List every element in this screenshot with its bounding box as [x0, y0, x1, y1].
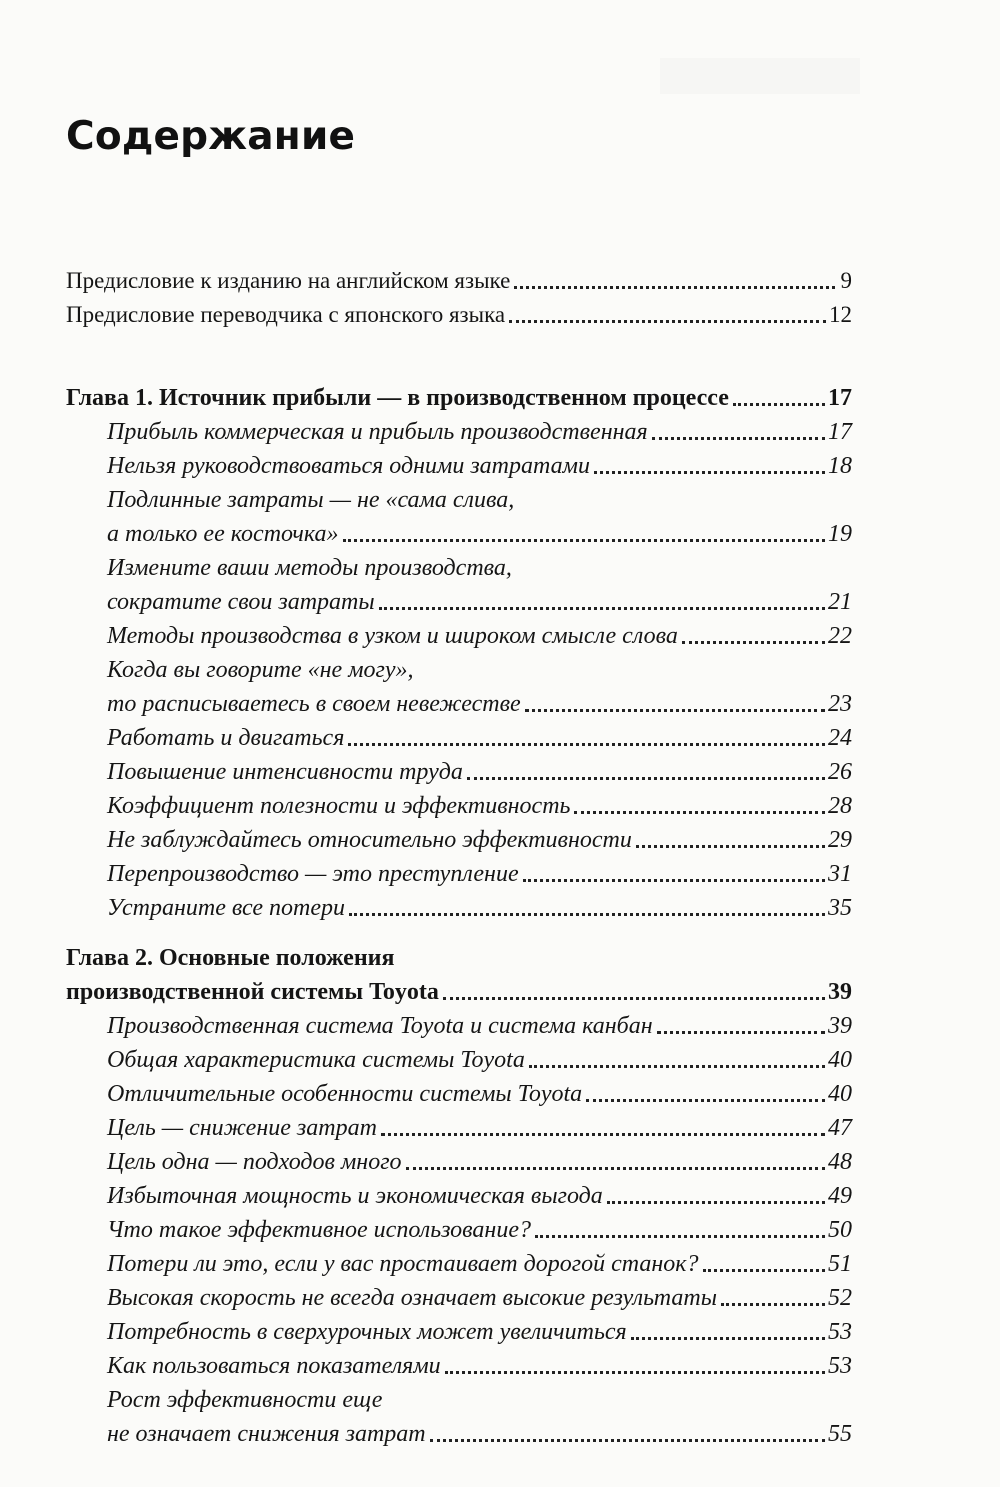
toc-section — [66, 619, 852, 653]
chapter-title: Глава 2. Основные положения — [66, 945, 395, 971]
dot-leader — [348, 740, 825, 746]
section-title: Производственная система Toyota и система канбан — [107, 1013, 653, 1039]
toc-section — [66, 1315, 852, 1349]
toc-page-number: 53 — [828, 1353, 852, 1379]
dot-leader — [703, 1266, 825, 1272]
toc-page-number: 9 — [840, 268, 852, 293]
toc-page-number: 40 — [828, 1047, 852, 1073]
section-title: Повышение интенсивности труда — [107, 759, 463, 785]
toc-section-line — [66, 551, 852, 585]
toc-section — [66, 823, 852, 857]
toc-page-number: 28 — [828, 793, 852, 819]
toc-page-number: 18 — [828, 453, 852, 479]
dot-leader — [607, 1198, 825, 1204]
section-title: Что такое эффективное использование? — [107, 1217, 531, 1243]
toc-page-number: 23 — [828, 691, 852, 717]
section-title-continued: сократите свои затраты — [107, 589, 375, 615]
dot-leader — [430, 1436, 825, 1442]
toc-section-line — [66, 653, 852, 687]
toc-section — [66, 1417, 852, 1451]
section-title-continued: а только ее косточка» — [107, 521, 339, 547]
toc-page-number: 39 — [828, 1013, 852, 1039]
dot-leader — [349, 910, 825, 916]
chapter-title: Глава 1. Источник прибыли — в производственном процессе — [66, 385, 729, 411]
section-title: Потребность в сверхурочных может увеличиться — [107, 1319, 627, 1345]
toc-page-number: 48 — [828, 1149, 852, 1175]
section-title: Когда вы говорите «не могу», — [107, 657, 414, 683]
toc-page-number: 52 — [828, 1285, 852, 1311]
section-title: Рост эффективности еще — [107, 1387, 383, 1413]
dot-leader — [509, 317, 826, 323]
dot-leader — [721, 1300, 825, 1306]
toc-page-number: 17 — [828, 419, 852, 445]
section-title: Потери ли это, если у вас простаивает дорогой станок? — [107, 1251, 699, 1277]
toc-page-number: 26 — [828, 759, 852, 785]
toc-section — [66, 517, 852, 551]
section-title: Как пользоваться показателями — [107, 1353, 441, 1379]
toc-section — [66, 857, 852, 891]
section-title-continued: не означает снижения затрат — [107, 1421, 426, 1447]
dot-leader — [406, 1164, 825, 1170]
section-title: Перепроизводство — это преступление — [107, 861, 519, 887]
section-title: Общая характеристика системы Toyota — [107, 1047, 525, 1073]
table-of-contents — [66, 264, 852, 1451]
toc-page-number: 29 — [828, 827, 852, 853]
section-title: Цель — снижение затрат — [107, 1115, 377, 1141]
dot-leader — [514, 283, 835, 289]
toc-section — [66, 1111, 852, 1145]
dot-leader — [379, 604, 825, 610]
section-title: Нельзя руководствоваться одними затратами — [107, 453, 590, 479]
dot-leader — [733, 400, 825, 406]
toc-section — [66, 1009, 852, 1043]
toc-page-number: 47 — [828, 1115, 852, 1141]
toc-chapter-heading — [66, 975, 852, 1009]
toc-section — [66, 1145, 852, 1179]
section-title: Методы производства в узком и широком смысле слова — [107, 623, 678, 649]
toc-section — [66, 585, 852, 619]
bleed-through-shadow — [660, 58, 860, 94]
section-title: Устраните все потери — [107, 895, 345, 921]
toc-page-number: 51 — [828, 1251, 852, 1277]
toc-page-number: 31 — [828, 861, 852, 887]
toc-entry-title: Предисловие переводчика с японского языка — [66, 302, 506, 327]
section-title: Работать и двигаться — [107, 725, 345, 751]
toc-section — [66, 415, 852, 449]
section-title: Избыточная мощность и экономическая выгода — [107, 1183, 603, 1209]
toc-section — [66, 1077, 852, 1111]
toc-chapter-heading — [66, 381, 852, 415]
section-title: Измените ваши методы производства, — [107, 555, 512, 581]
section-title: Высокая скорость не всегда означает высокие результаты — [107, 1285, 717, 1311]
toc-page-number: 40 — [828, 1081, 852, 1107]
toc-page-number: 49 — [828, 1183, 852, 1209]
toc-entry-title: Предисловие к изданию на английском языке — [66, 268, 511, 293]
dot-leader — [657, 1028, 825, 1034]
section-title: Подлинные затраты — не «сама слива, — [107, 487, 515, 513]
dot-leader — [445, 1368, 825, 1374]
toc-entry-preface — [66, 298, 852, 332]
chapter-title-continued: производственной системы Toyota — [66, 979, 439, 1005]
dot-leader — [594, 468, 825, 474]
toc-chapter-heading-line — [66, 941, 852, 975]
dot-leader — [636, 842, 825, 848]
dot-leader — [467, 774, 825, 780]
toc-page-number: 22 — [828, 623, 852, 649]
dot-leader — [529, 1062, 825, 1068]
dot-leader — [631, 1334, 825, 1340]
toc-section — [66, 1247, 852, 1281]
toc-section — [66, 1179, 852, 1213]
toc-section — [66, 1281, 852, 1315]
toc-page-number: 35 — [828, 895, 852, 921]
toc-page-number: 53 — [828, 1319, 852, 1345]
toc-page-number: 50 — [828, 1217, 852, 1243]
dot-leader — [443, 994, 825, 1000]
dot-leader — [525, 706, 825, 712]
toc-page-number: 24 — [828, 725, 852, 751]
toc-page-number: 21 — [828, 589, 852, 615]
section-title-continued: то расписываетесь в своем невежестве — [107, 691, 521, 717]
toc-page-number: 55 — [828, 1421, 852, 1447]
dot-leader — [523, 876, 825, 882]
section-title: Цель одна — подходов много — [107, 1149, 402, 1175]
toc-page-number: 17 — [828, 385, 852, 411]
section-title: Не заблуждайтесь относительно эффективности — [107, 827, 632, 853]
dot-leader — [574, 808, 825, 814]
dot-leader — [535, 1232, 825, 1238]
toc-section — [66, 449, 852, 483]
page-title: Содержание — [66, 114, 356, 159]
toc-page-number: 19 — [828, 521, 852, 547]
section-title: Отличительные особенности системы Toyota — [107, 1081, 583, 1107]
toc-section — [66, 755, 852, 789]
dot-leader — [682, 638, 825, 644]
dot-leader — [652, 434, 825, 440]
toc-entry-preface — [66, 264, 852, 298]
toc-section — [66, 1213, 852, 1247]
section-title: Прибыль коммерческая и прибыль производственная — [107, 419, 648, 445]
toc-section-line — [66, 483, 852, 517]
toc-section — [66, 789, 852, 823]
toc-page-number: 39 — [828, 979, 852, 1005]
toc-page-number: 12 — [829, 302, 852, 327]
dot-leader — [381, 1130, 825, 1136]
toc-section-line — [66, 1383, 852, 1417]
section-title: Коэффициент полезности и эффективность — [107, 793, 571, 819]
toc-section — [66, 721, 852, 755]
toc-section — [66, 1349, 852, 1383]
toc-section — [66, 687, 852, 721]
dot-leader — [343, 536, 826, 542]
dot-leader — [586, 1096, 825, 1102]
toc-section — [66, 891, 852, 925]
toc-section — [66, 1043, 852, 1077]
